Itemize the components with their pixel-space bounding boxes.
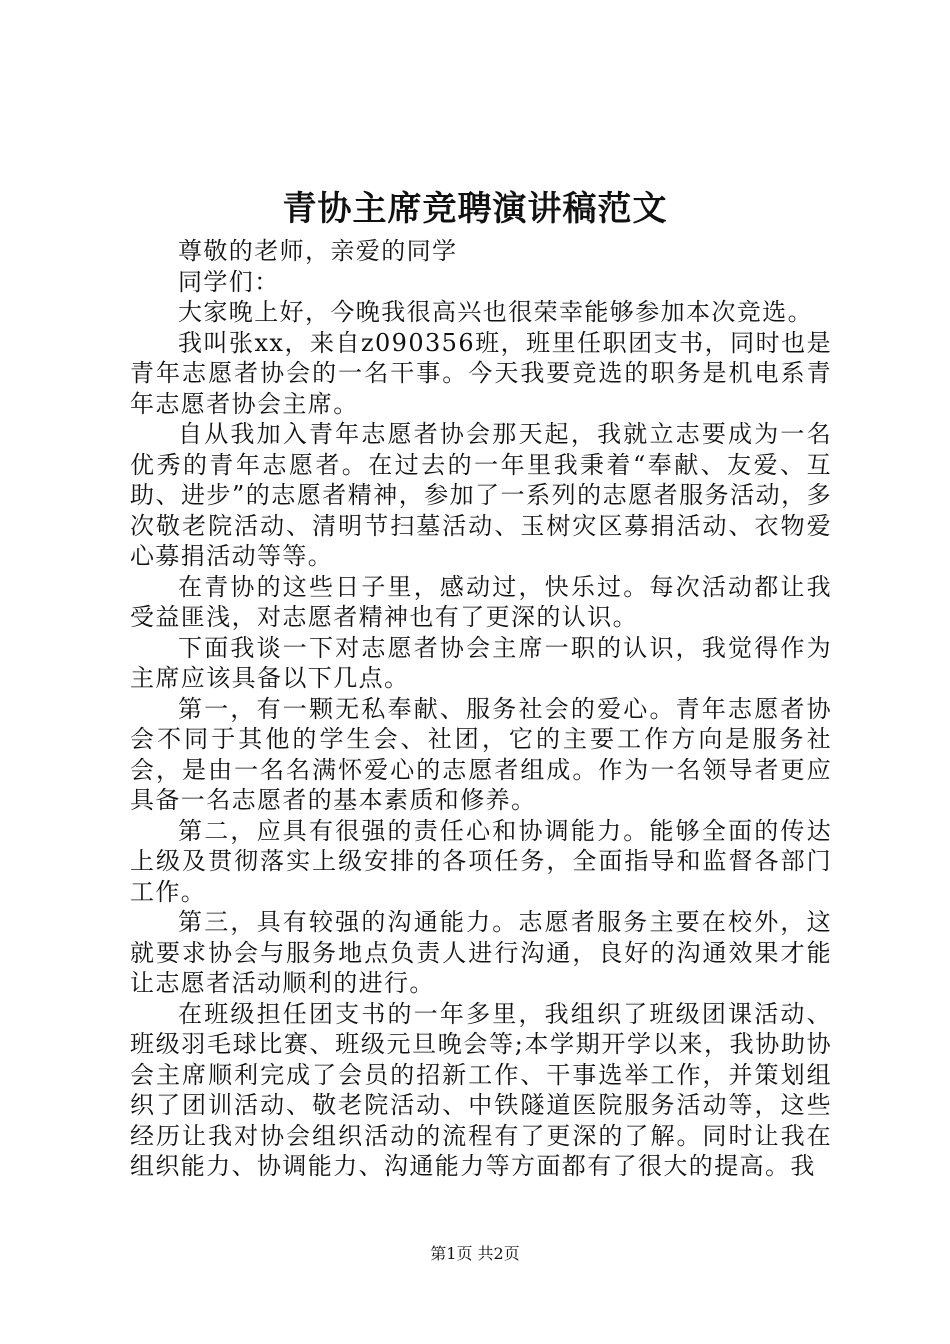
paragraph: 我叫张xx，来自z090356班，班里任职团支书，同时也是青年志愿者协会的一名干事。今天我要竞选的职务是机电系青年志愿者协会主席。 [130,328,832,418]
paragraph: 自从我加入青年志愿者协会那天起，我就立志要成为一名优秀的青年志愿者。在过去的一年里我秉着“奉献、友爱、互助、进步”的志愿者精神，参加了一系列的志愿者服务活动，多次敬老院活动、清明节扫墓活动、玉树灾区募捐活动、衣物爱心募捐活动等等。 [130,420,832,570]
paragraph: 大家晚上好，今晚我很高兴也很荣幸能够参加本次竞选。 [178,298,813,326]
page-number-footer: 第1页 共2页 [430,1244,520,1263]
paragraph: 下面我谈一下对志愿者协会主席一职的认识，我觉得作为主席应该具备以下几点。 [130,633,832,692]
greeting-line-2: 同学们： [178,267,280,296]
paragraph: 第三，具有较强的沟通能力。志愿者服务主要在校外，这就要求协会与服务地点负责人进行沟通，良好的沟通效果才能让志愿者活动顺利的进行。 [130,908,832,997]
greeting-line: 尊敬的老师，亲爱的同学 [178,237,458,265]
paragraph: 第二，应具有很强的责任心和协调能力。能够全面的传达上级及贯彻落实上级安排的各项任务，全面指导和监督各部门工作。 [130,816,832,906]
paragraph: 在班级担任团支书的一年多里，我组织了班级团课活动、班级羽毛球比赛、班级元旦晚会等;本学期开学以来，我协助协会主席顺利完成了会员的招新工作、干事选举工作，并策划组织了团训活动、敬老院活动、中铁隧道医院服务活动等，这些经历让我对协会组织活动的流程有了更深的了解。同时让我在组织能力、协调能力、沟通能力等方面都有了很大的提高。我 [130,999,832,1180]
document-body [130,236,832,1182]
document-title: 青协主席竞聘演讲稿范文 [282,189,668,229]
paragraph: 在青协的这些日子里，感动过，快乐过。每次活动都让我受益匪浅，对志愿者精神也有了更深的认识。 [130,572,832,631]
paragraph: 第一，有一颗无私奉献、服务社会的爱心。青年志愿者协会不同于其他的学生会、社团，它的主要工作方向是服务社会，是由一名名满怀爱心的志愿者组成。作为一名领导者更应具备一名志愿者的基本素质和修养。 [130,694,832,814]
